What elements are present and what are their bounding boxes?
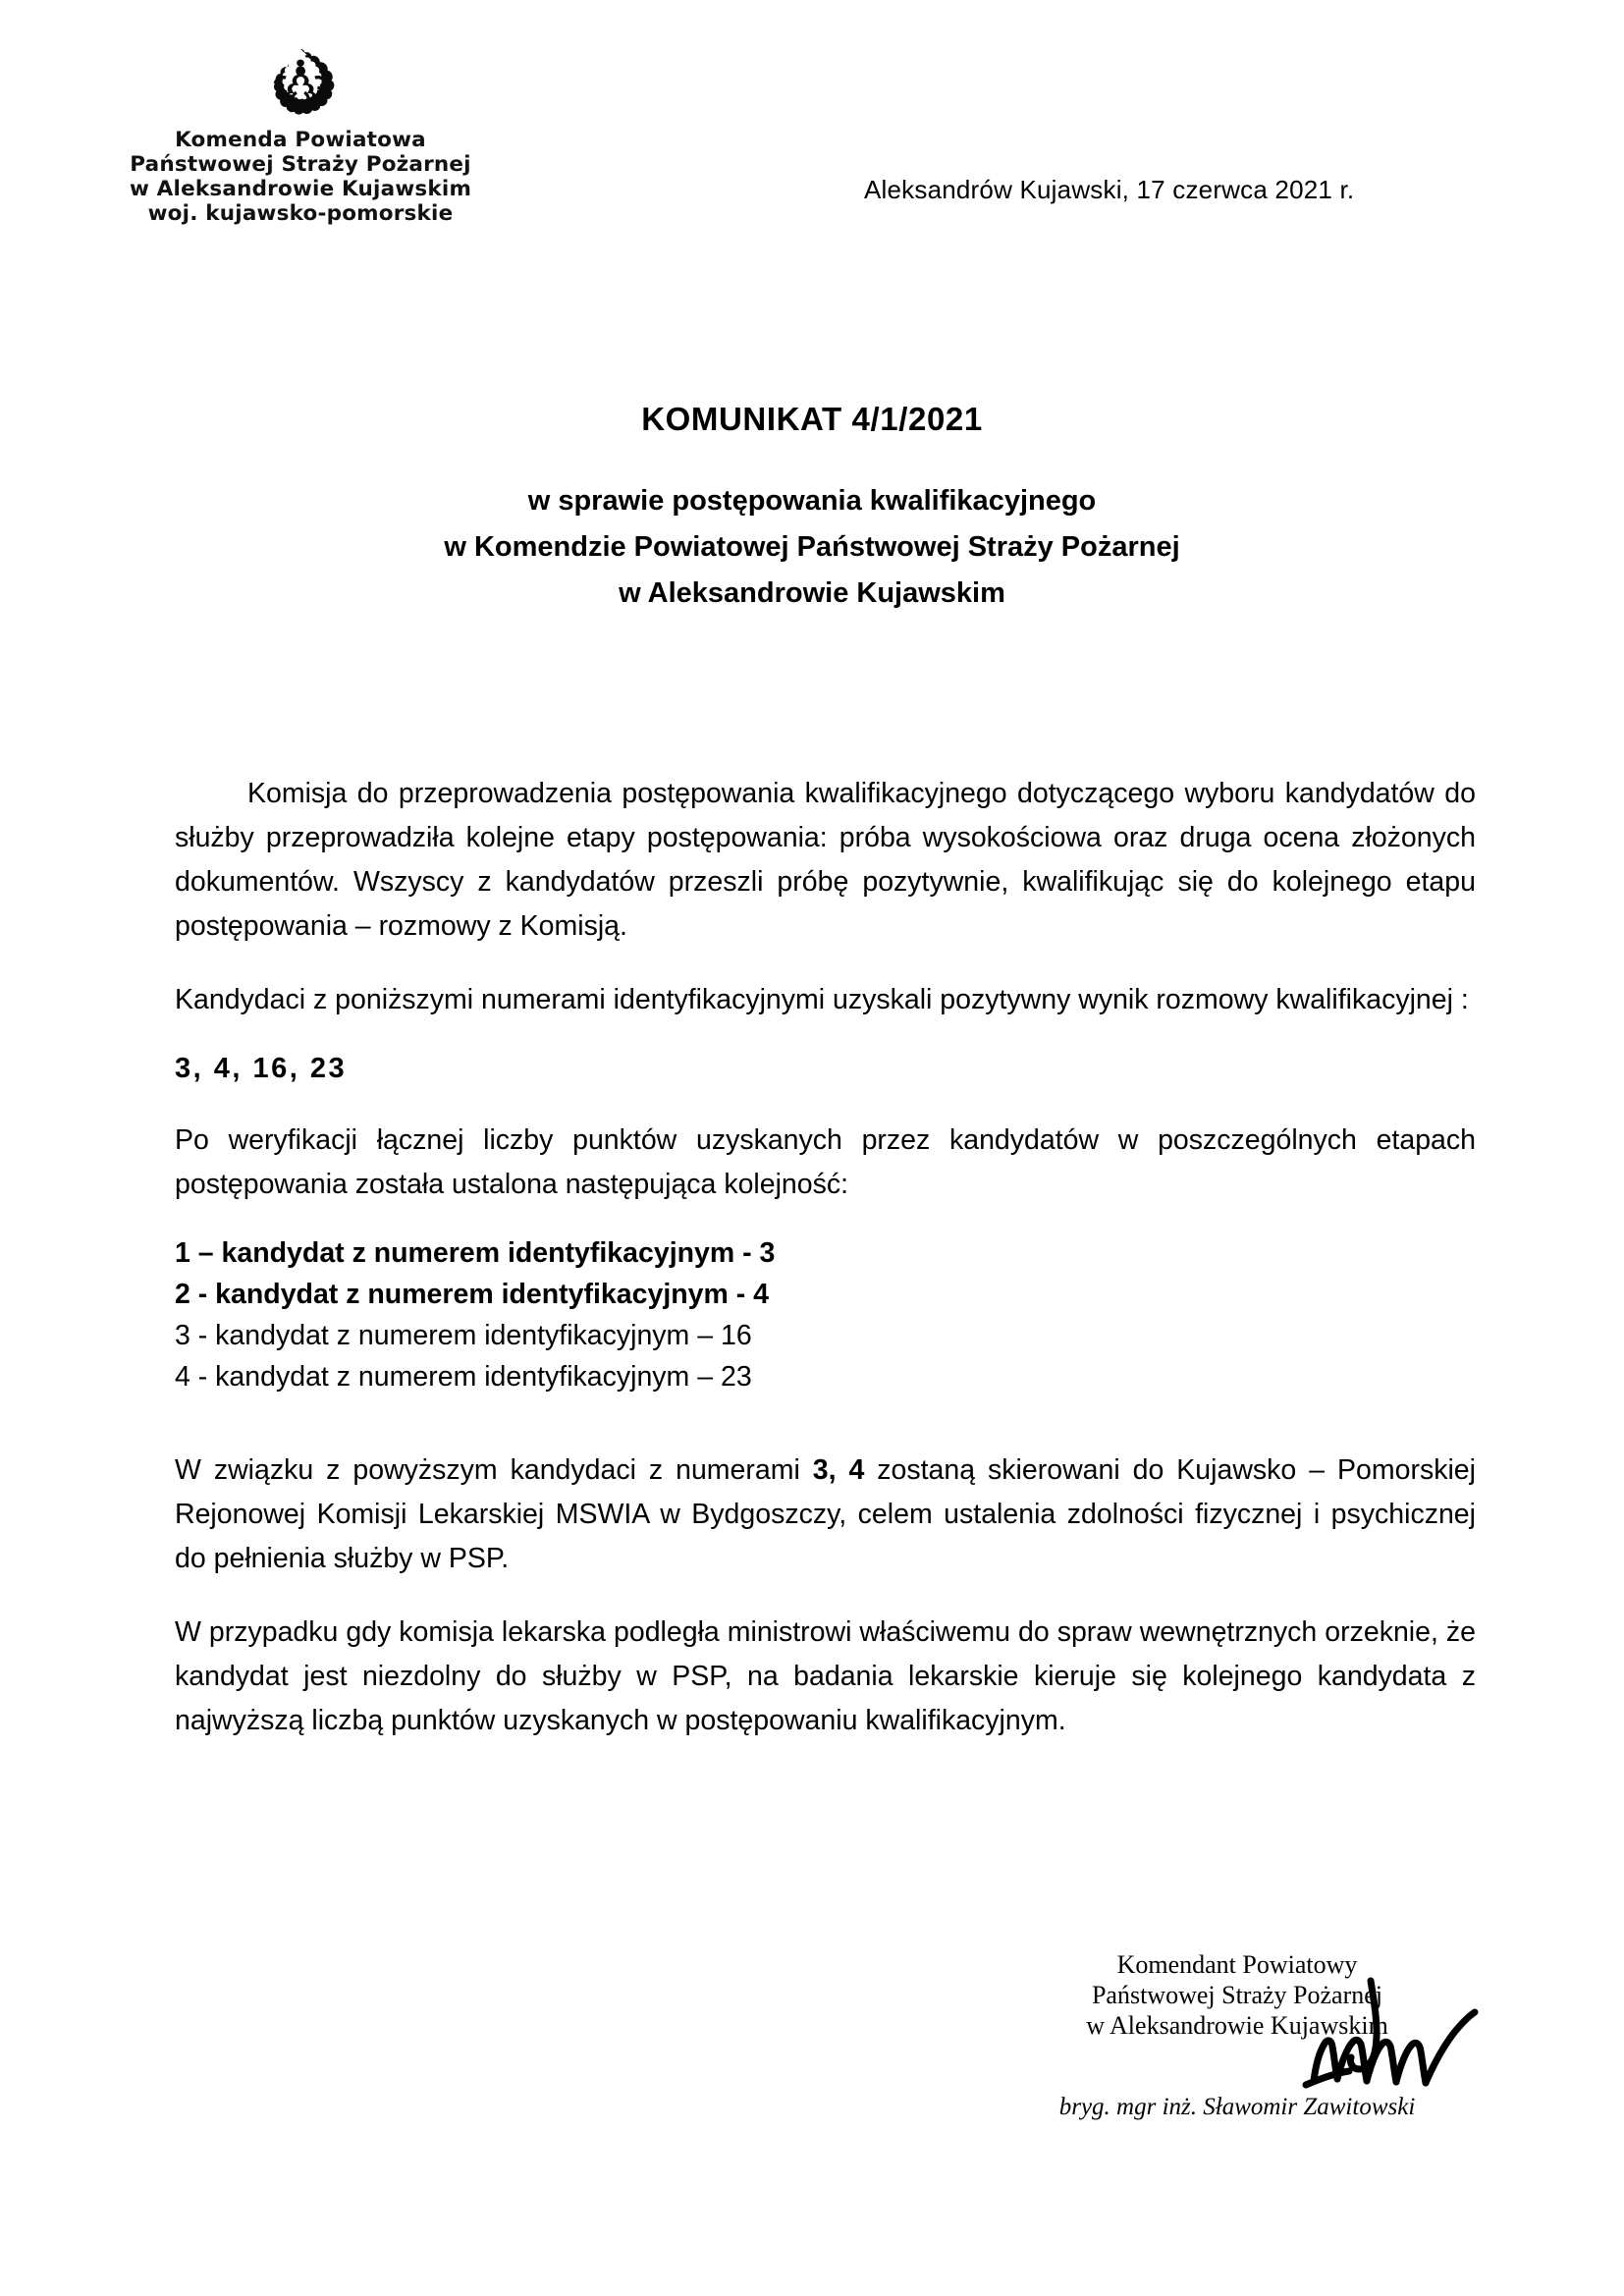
- candidate-ranking-list: [175, 1232, 1476, 1397]
- signatory-title-line-2: Państwowej Straży Pożarnej: [1091, 1981, 1383, 2009]
- document-subtitle: [0, 478, 1624, 617]
- place-and-date: Aleksandrów Kujawski, 17 czerwca 2021 r.: [864, 175, 1355, 204]
- paragraph-verification: Po weryfikacji łącznej liczby punktów uzyskanych przez kandydatów w poszczególnych etapach postępowania została ustalona następująca kolejność:: [175, 1124, 1476, 1200]
- referral-text-pre: W związku z powyższym kandydaci z numerami: [175, 1454, 813, 1486]
- rank-item-1: 1 – kandydat z numerem identyfikacyjnym - 3: [175, 1237, 776, 1269]
- signatory-name: bryg. mgr inż. Sławomir Zawitowski: [1058, 2094, 1416, 2120]
- signature-block: [1001, 1949, 1473, 2121]
- rank-item-3: 3 - kandydat z numerem identyfikacyjnym – 16: [175, 1320, 752, 1351]
- subtitle-line-2: w Komendzie Powiatowej Państwowej Straży Pożarnej: [444, 531, 1180, 563]
- paragraph-medical-referral: [175, 1449, 1476, 1581]
- rank-item-4: 4 - kandydat z numerem identyfikacyjnym – 23: [175, 1361, 752, 1393]
- letterhead-line-3: w Aleksandrowie Kujawskim: [129, 177, 472, 201]
- paragraph-positive-result: Kandydaci z poniższymi numerami identyfikacyjnymi uzyskali pozytywny wynik rozmowy kwalifikacyjnej :: [175, 984, 1469, 1015]
- letterhead-text: [94, 128, 507, 226]
- signatory-title-line-1: Komendant Powiatowy: [1116, 1950, 1358, 1979]
- subtitle-line-1: w sprawie postępowania kwalifikacyjnego: [527, 485, 1097, 517]
- document-body: [175, 772, 1476, 1773]
- signatory-title-line-3: w Aleksandrowie Kujawskim: [1086, 2011, 1388, 2040]
- paragraph-unfit-case: W przypadku gdy komisja lekarska podległa ministrowi właściwemu do spraw wewnętrznych orzeknie, że kandydat jest niezdolny do służby w PSP, na badania lekarskie kieruje się kolejnego kandydata z najwyższą liczbą punktów uzyskanych w postępowaniu kwalifikacyjnym.: [175, 1616, 1476, 1736]
- rank-item-2: 2 - kandydat z numerem identyfikacyjnym - 4: [175, 1279, 770, 1310]
- letterhead-line-2: Państwowej Straży Pożarnej: [130, 152, 471, 177]
- referral-numbers: 3, 4: [812, 1454, 865, 1486]
- letterhead-line-4: woj. kujawsko-pomorskie: [147, 201, 454, 226]
- paragraph-intro: Komisja do przeprowadzenia postępowania kwalifikacyjnego dotyczącego wyboru kandydatów do służby przeprowadziła kolejne etapy postępowania: próba wysokościowa oraz druga ocena złożonych dokumentów. Wszyscy z kandydatów przeszli próbę pozytywnie, kwalifikując się do kolejnego etapu postępowania – rozmowy z Komisją.: [175, 778, 1476, 942]
- polish-eagle-emblem: [258, 43, 343, 126]
- letterhead: [94, 43, 507, 226]
- signatory-title: [1001, 1949, 1473, 2041]
- referral-text-post: zostaną skierowani do Kujawsko – Pomorskiej Rejonowej Komisji Lekarskiej MSWIA w Bydgoszczy, celem ustalenia zdolności fizycznej i psychicznej do pełnienia służby w PSP.: [175, 1454, 1476, 1574]
- letterhead-line-1: Komenda Powiatowa: [175, 128, 426, 152]
- qualified-candidate-numbers: 3, 4, 16, 23: [175, 1053, 348, 1084]
- document-title: KOMUNIKAT 4/1/2021: [641, 401, 983, 437]
- subtitle-line-3: w Aleksandrowie Kujawskim: [619, 577, 1005, 609]
